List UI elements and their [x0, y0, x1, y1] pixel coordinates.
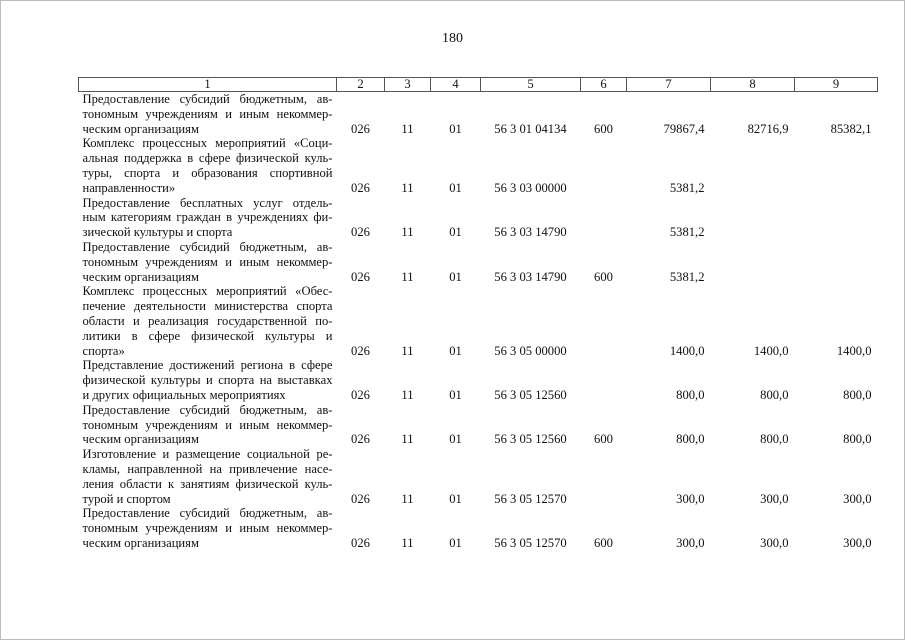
description-line: литики в сфере физической культуры и: [82, 328, 333, 343]
amount-year-3-cell: 85382,1: [830, 121, 872, 136]
amount-year-3-cell: 800,0: [843, 432, 872, 447]
row-description: [79, 358, 337, 402]
amount-year-3-cell: 300,0: [843, 535, 872, 550]
target-article-cell: 56 3 05 12570: [494, 535, 567, 550]
row-description: [79, 92, 337, 137]
row-description: [79, 403, 337, 447]
description-line: Изготовление и размещение социальной ре-: [82, 447, 333, 462]
table-row: [79, 136, 878, 195]
description-line: тономным учреждениям и иным некоммер-: [82, 106, 333, 121]
target-article-cell: 56 3 05 12570: [494, 491, 567, 506]
table-row: [79, 240, 878, 284]
section-cell: 11: [401, 269, 414, 284]
amount-year-2-cell: 300,0: [760, 535, 789, 550]
section-cell: 11: [401, 432, 414, 447]
code-gr-cell: 026: [351, 269, 370, 284]
code-gr-cell: 026: [351, 387, 370, 402]
code-gr-cell: 026: [351, 180, 370, 195]
target-article-cell: 56 3 05 00000: [494, 343, 567, 358]
target-article-cell: 56 3 03 00000: [494, 180, 567, 195]
amount-year-2-cell: 800,0: [760, 387, 789, 402]
header-col-1: 1: [79, 78, 337, 92]
header-row: [79, 78, 878, 92]
code-gr-cell: 026: [351, 225, 370, 240]
budget-table: [78, 77, 878, 551]
amount-year-1-cell: 1400,0: [669, 343, 705, 358]
section-cell: 11: [401, 491, 414, 506]
table-row: [79, 447, 878, 506]
section-cell: 11: [401, 180, 414, 195]
code-gr-cell: 026: [351, 432, 370, 447]
subsection-cell: 01: [449, 535, 462, 550]
row-description: [79, 240, 337, 284]
subsection-cell: 01: [449, 432, 462, 447]
amount-year-3-cell: 800,0: [843, 387, 872, 402]
header-col-5: 5: [481, 78, 581, 92]
subsection-cell: 01: [449, 387, 462, 402]
subsection-cell: 01: [449, 491, 462, 506]
description-line: печение деятельности министерства спорта: [82, 299, 333, 314]
code-gr-cell: 026: [351, 535, 370, 550]
description-line: Комплекс процессных мероприятий «Соци-: [82, 136, 333, 151]
row-description: [79, 196, 337, 240]
header-col-6: 6: [581, 78, 627, 92]
description-line: ным категориям граждан в учреждениях фи-: [82, 210, 333, 225]
description-line: Предоставление субсидий бюджетным, ав-: [82, 92, 333, 106]
subsection-cell: 01: [449, 225, 462, 240]
amount-year-2-cell: 82716,9: [747, 121, 789, 136]
amount-year-1-cell: 800,0: [676, 432, 705, 447]
subsection-cell: 01: [449, 180, 462, 195]
amount-year-3-cell: [795, 136, 878, 195]
page-number: 180: [442, 31, 463, 46]
description-line: турой и спортом: [82, 491, 171, 506]
subsection-cell: 01: [449, 121, 462, 136]
table-row: [79, 92, 878, 137]
amount-year-1-cell: 800,0: [676, 387, 705, 402]
expense-type-cell: [581, 196, 627, 240]
description-line: ческим организациям: [82, 535, 199, 550]
expense-type-cell: 600: [594, 269, 613, 284]
amount-year-1-cell: 5381,2: [669, 269, 705, 284]
description-line: спорта»: [82, 343, 125, 358]
amount-year-2-cell: [711, 240, 795, 284]
amount-year-2-cell: [711, 196, 795, 240]
description-line: тономным учреждениям и иным некоммер-: [82, 254, 333, 269]
row-description: [79, 136, 337, 195]
amount-year-2-cell: 800,0: [760, 432, 789, 447]
description-line: физической культуры и спорта на выставках: [82, 373, 333, 388]
description-line: направленности»: [82, 180, 176, 195]
subsection-cell: 01: [449, 269, 462, 284]
row-description: [79, 284, 337, 358]
amount-year-3-cell: [795, 196, 878, 240]
description-line: Представление достижений региона в сфере: [82, 358, 333, 373]
section-cell: 11: [401, 121, 414, 136]
description-line: тономным учреждениям и иным некоммер-: [82, 521, 333, 536]
expense-type-cell: [581, 358, 627, 402]
expense-type-cell: 600: [594, 535, 613, 550]
amount-year-3-cell: 1400,0: [836, 343, 872, 358]
table-row: [79, 358, 878, 402]
description-line: ления области к занятиям физической куль-: [82, 476, 333, 491]
code-gr-cell: 026: [351, 491, 370, 506]
target-article-cell: 56 3 01 04134: [494, 121, 567, 136]
header-col-8: 8: [711, 78, 795, 92]
description-line: и других официальных мероприятиях: [82, 387, 286, 402]
target-article-cell: 56 3 03 14790: [494, 269, 567, 284]
amount-year-1-cell: 300,0: [676, 535, 705, 550]
amount-year-1-cell: 5381,2: [669, 225, 705, 240]
table-row: [79, 284, 878, 358]
description-line: тономным учреждениям и иным некоммер-: [82, 417, 333, 432]
amount-year-1-cell: 5381,2: [669, 180, 705, 195]
target-article-cell: 56 3 05 12560: [494, 432, 567, 447]
row-description: [79, 506, 337, 550]
amount-year-3-cell: 300,0: [843, 491, 872, 506]
expense-type-cell: 600: [594, 432, 613, 447]
amount-year-2-cell: 1400,0: [753, 343, 789, 358]
header-col-3: 3: [385, 78, 431, 92]
row-description: [79, 447, 337, 506]
description-line: кламы, направленной на привлечение насе-: [82, 461, 333, 476]
expense-type-cell: [581, 136, 627, 195]
section-cell: 11: [401, 535, 414, 550]
description-line: зической культуры и спорта: [82, 225, 233, 240]
header-col-7: 7: [627, 78, 711, 92]
description-line: туры, спорта и образования спортивной: [82, 165, 333, 180]
description-line: Предоставление субсидий бюджетным, ав-: [82, 239, 333, 254]
description-line: Предоставление субсидий бюджетным, ав-: [82, 506, 333, 521]
amount-year-1-cell: 79867,4: [663, 121, 705, 136]
amount-year-3-cell: [795, 240, 878, 284]
code-gr-cell: 026: [351, 343, 370, 358]
subsection-cell: 01: [449, 343, 462, 358]
code-gr-cell: 026: [351, 121, 370, 136]
target-article-cell: 56 3 05 12560: [494, 387, 567, 402]
description-line: Предоставление бесплатных услуг отдель-: [82, 195, 333, 210]
expense-type-cell: [581, 447, 627, 506]
description-line: Предоставление субсидий бюджетным, ав-: [82, 402, 333, 417]
header-col-4: 4: [431, 78, 481, 92]
header-col-9: 9: [795, 78, 878, 92]
table-row: [79, 196, 878, 240]
amount-year-2-cell: 300,0: [760, 491, 789, 506]
amount-year-2-cell: [711, 136, 795, 195]
description-line: ческим организациям: [82, 121, 199, 136]
section-cell: 11: [401, 343, 414, 358]
expense-type-cell: [581, 284, 627, 358]
description-line: ческим организациям: [82, 269, 199, 284]
section-cell: 11: [401, 225, 414, 240]
amount-year-1-cell: 300,0: [676, 491, 705, 506]
description-line: ческим организациям: [82, 432, 199, 447]
description-line: области и реализация государственной по-: [82, 313, 333, 328]
header-col-2: 2: [337, 78, 385, 92]
table-row: [79, 403, 878, 447]
expense-type-cell: 600: [594, 121, 613, 136]
description-line: Комплекс процессных мероприятий «Обес-: [82, 284, 333, 299]
target-article-cell: 56 3 03 14790: [494, 225, 567, 240]
section-cell: 11: [401, 387, 414, 402]
description-line: альная поддержка в сфере физической куль-: [82, 151, 333, 166]
table-row: [79, 506, 878, 550]
